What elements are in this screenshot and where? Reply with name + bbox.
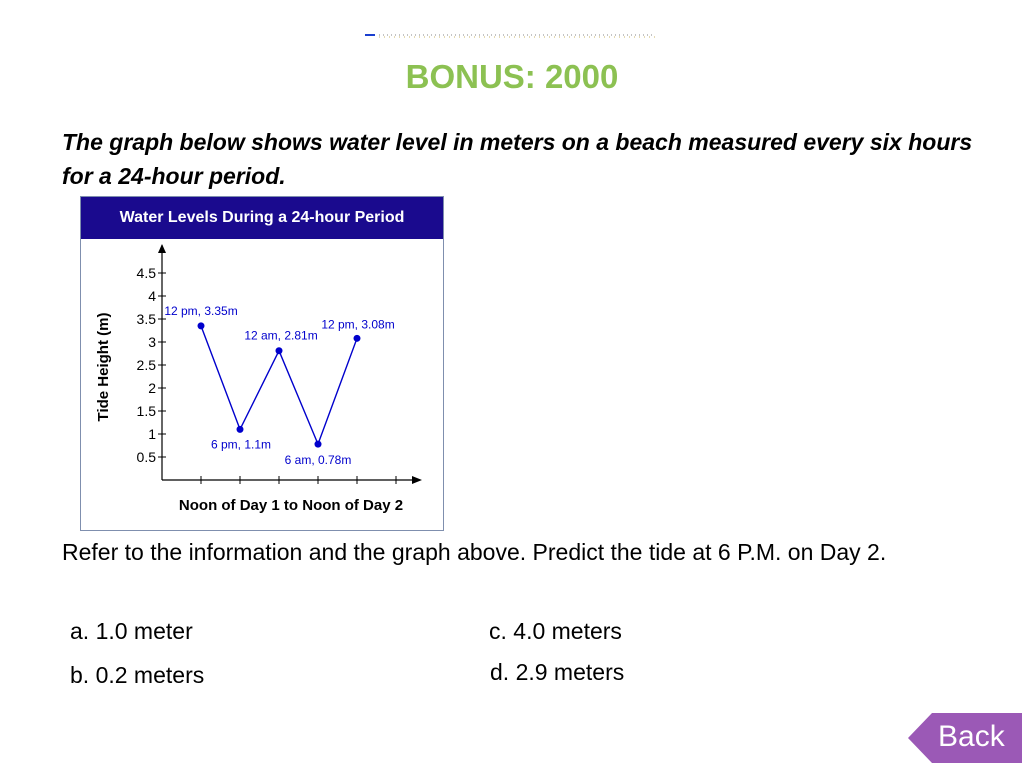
y-tick-label: 4.5 bbox=[136, 265, 156, 281]
y-tick-label: 4 bbox=[148, 288, 156, 304]
series-line bbox=[201, 326, 357, 444]
option-c[interactable]: c. 4.0 meters bbox=[489, 618, 622, 644]
option-b[interactable]: b. 0.2 meters bbox=[70, 662, 205, 688]
x-axis-label: Noon of Day 1 to Noon of Day 2 bbox=[178, 497, 404, 514]
back-button[interactable] bbox=[908, 713, 1022, 763]
option-d[interactable]: d. 2.9 meters bbox=[490, 659, 625, 685]
y-tick-label: 3.5 bbox=[136, 311, 156, 327]
y-tick-label: 1.5 bbox=[136, 403, 156, 419]
data-label: 6 am, 0.78m bbox=[284, 453, 352, 468]
data-point bbox=[237, 426, 244, 433]
data-point bbox=[198, 322, 205, 329]
question-text: Refer to the information and the graph above. Predict the tide at 6 P.M. on Day 2. bbox=[62, 539, 887, 565]
chart-title: Water Levels During a 24-hour Period bbox=[81, 197, 443, 239]
option-a[interactable]: a. 1.0 meter bbox=[70, 618, 193, 644]
data-label: 12 am, 2.81m bbox=[244, 328, 318, 343]
slide-title: BONUS: 2000 bbox=[405, 58, 619, 95]
top-decoration bbox=[365, 26, 655, 34]
data-point bbox=[276, 347, 283, 354]
y-tick-label: 3 bbox=[148, 334, 156, 350]
y-tick-label: 2 bbox=[148, 380, 156, 396]
y-tick-label: 1 bbox=[148, 426, 156, 442]
tide-chart bbox=[80, 196, 444, 531]
chart-plot bbox=[81, 197, 445, 532]
y-axis-arrow-icon bbox=[158, 244, 166, 253]
data-point bbox=[354, 335, 361, 342]
data-point bbox=[315, 441, 322, 448]
back-label: Back bbox=[938, 720, 1005, 753]
data-label: 6 pm, 1.1m bbox=[210, 437, 272, 452]
data-label: 12 pm, 3.08m bbox=[321, 317, 395, 332]
y-tick-label: 2.5 bbox=[136, 357, 156, 373]
x-axis-arrow-icon bbox=[412, 476, 422, 484]
data-label: 12 pm, 3.35m bbox=[164, 303, 238, 318]
intro-text: The graph below shows water level in meters on a beach measured every six hours for a 24-hour period. bbox=[62, 129, 973, 189]
y-tick-label: 0.5 bbox=[136, 449, 156, 465]
y-axis-label: Tide Height (m) bbox=[95, 312, 112, 422]
